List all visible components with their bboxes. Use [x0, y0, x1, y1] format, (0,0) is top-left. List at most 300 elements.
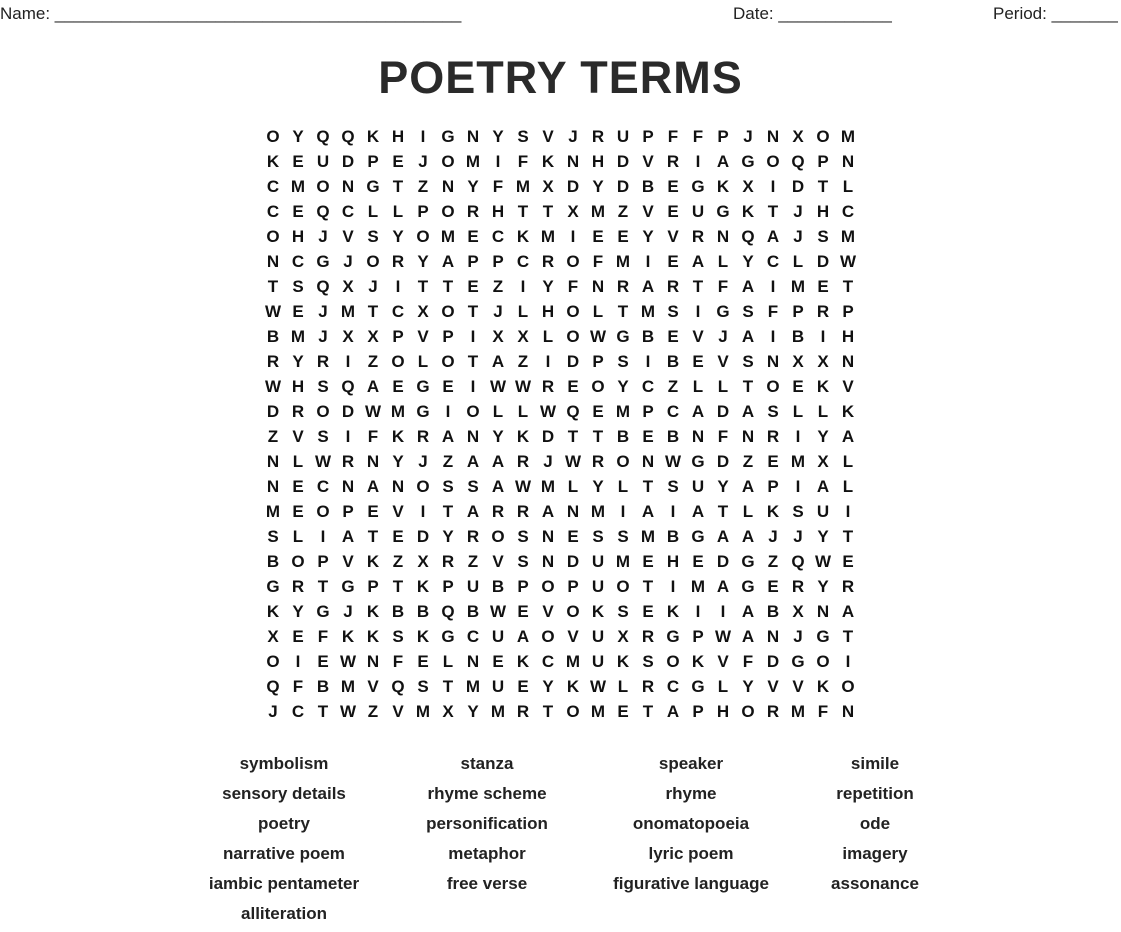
grid-letter: G — [266, 577, 280, 596]
grid-letter: P — [642, 402, 654, 421]
grid-letter: U — [816, 502, 830, 521]
grid-letter: A — [491, 352, 505, 371]
grid-letter: F — [567, 277, 579, 296]
grid-letter: G — [691, 527, 705, 546]
grid-letter: U — [691, 202, 705, 221]
grid-letter: V — [417, 327, 429, 346]
grid-letter: P — [342, 502, 354, 521]
grid-letter: R — [341, 452, 355, 471]
grid-letter: T — [617, 302, 629, 321]
grid-letter: C — [266, 177, 280, 196]
grid-letter: O — [441, 152, 455, 171]
grid-letter: M — [540, 477, 556, 496]
grid-letter: E — [392, 377, 404, 396]
grid-letter: T — [467, 302, 479, 321]
grid-letter: K — [541, 152, 555, 171]
grid-letter: Y — [417, 252, 429, 271]
grid-letter: K — [616, 652, 630, 671]
grid-letter: W — [364, 402, 382, 421]
grid-letter: L — [717, 677, 729, 696]
grid-letter: J — [793, 627, 803, 646]
word-list-item: figurative language — [613, 874, 769, 893]
grid-letter: Z — [742, 452, 754, 471]
grid-letter: H — [291, 377, 305, 396]
grid-letter: A — [441, 427, 455, 446]
grid-letter: T — [367, 302, 379, 321]
grid-letter: I — [770, 177, 776, 196]
grid-letter: K — [516, 652, 530, 671]
grid-letter: E — [367, 502, 379, 521]
grid-row — [261, 349, 861, 374]
grid-letter: E — [792, 377, 804, 396]
grid-letter: I — [470, 377, 476, 396]
grid-letter: Q — [266, 677, 280, 696]
grid-letter: S — [467, 477, 479, 496]
grid-letter: R — [516, 702, 530, 721]
grid-row — [261, 649, 861, 674]
grid-letter: I — [545, 352, 551, 371]
grid-letter: O — [491, 527, 505, 546]
grid-row — [261, 374, 861, 399]
grid-letter: R — [541, 252, 555, 271]
grid-letter: Q — [341, 377, 355, 396]
grid-letter: O — [541, 577, 555, 596]
grid-letter: S — [617, 527, 629, 546]
grid-letter: Q — [316, 127, 330, 146]
grid-letter: D — [566, 177, 580, 196]
grid-letter: Q — [441, 602, 455, 621]
grid-letter: O — [416, 227, 430, 246]
grid-letter: R — [691, 227, 705, 246]
grid-letter: D — [566, 352, 580, 371]
grid-letter: V — [642, 152, 654, 171]
grid-letter: J — [543, 452, 553, 471]
grid-letter: J — [318, 302, 328, 321]
grid-letter: Y — [817, 427, 829, 446]
grid-letter: N — [641, 452, 655, 471]
grid-letter: G — [441, 127, 455, 146]
grid-letter: U — [616, 127, 630, 146]
grid-letter: L — [292, 527, 304, 546]
grid-letter: D — [341, 402, 355, 421]
grid-letter: N — [841, 152, 855, 171]
grid-letter: I — [645, 352, 651, 371]
grid-letter: V — [292, 427, 304, 446]
grid-letter: F — [292, 677, 304, 696]
grid-letter: H — [841, 327, 855, 346]
grid-letter: O — [266, 127, 280, 146]
grid-row — [261, 524, 861, 549]
grid-letter: C — [516, 252, 530, 271]
grid-letter: G — [716, 202, 730, 221]
grid-letter: I — [345, 352, 351, 371]
grid-letter: M — [290, 327, 306, 346]
grid-letter: A — [741, 477, 755, 496]
grid-letter: E — [667, 177, 679, 196]
grid-letter: X — [792, 352, 804, 371]
grid-letter: C — [641, 377, 655, 396]
grid-letter: C — [341, 202, 355, 221]
grid-letter: T — [642, 577, 654, 596]
grid-letter: Y — [542, 677, 554, 696]
grid-letter: Y — [817, 577, 829, 596]
grid-letter: S — [517, 527, 529, 546]
grid-letter: V — [717, 652, 729, 671]
grid-letter: W — [264, 302, 282, 321]
grid-letter: A — [716, 577, 730, 596]
grid-letter: E — [517, 602, 529, 621]
grid-letter: L — [617, 477, 629, 496]
grid-letter: S — [667, 302, 679, 321]
grid-letter: I — [420, 127, 426, 146]
grid-letter: N — [266, 452, 280, 471]
grid-letter: W — [814, 552, 832, 571]
grid-letter: V — [342, 552, 354, 571]
grid-letter: T — [392, 177, 404, 196]
grid-letter: K — [266, 152, 280, 171]
grid-letter: J — [718, 327, 728, 346]
grid-letter: B — [491, 577, 505, 596]
grid-letter: K — [516, 427, 530, 446]
grid-letter: L — [567, 477, 579, 496]
grid-letter: W — [539, 402, 557, 421]
grid-letter: T — [692, 277, 704, 296]
grid-letter: V — [792, 677, 804, 696]
grid-letter: A — [666, 702, 680, 721]
grid-letter: P — [767, 477, 779, 496]
grid-letter: P — [392, 327, 404, 346]
grid-letter: G — [741, 152, 755, 171]
grid-letter: W — [514, 477, 532, 496]
grid-letter: M — [565, 652, 581, 671]
grid-letter: L — [517, 402, 529, 421]
grid-letter: Y — [467, 702, 479, 721]
grid-letter: L — [817, 402, 829, 421]
grid-letter: Z — [617, 202, 629, 221]
grid-letter: I — [670, 577, 676, 596]
grid-letter: Y — [392, 452, 404, 471]
grid-letter: P — [467, 252, 479, 271]
grid-letter: N — [541, 552, 555, 571]
grid-letter: S — [442, 477, 454, 496]
grid-letter: A — [691, 252, 705, 271]
grid-letter: S — [367, 227, 379, 246]
grid-letter: L — [842, 477, 854, 496]
grid-letter: K — [416, 577, 430, 596]
grid-letter: G — [741, 577, 755, 596]
grid-letter: W — [589, 327, 607, 346]
grid-letter: A — [691, 402, 705, 421]
grid-letter: X — [442, 702, 454, 721]
grid-letter: G — [441, 627, 455, 646]
name-field[interactable]: Name: ___________________________________________ — [0, 4, 462, 23]
grid-letter: E — [517, 677, 529, 696]
grid-letter: Z — [492, 277, 504, 296]
grid-letter: T — [542, 202, 554, 221]
grid-letter: C — [316, 477, 330, 496]
grid-letter: O — [616, 452, 630, 471]
grid-letter: Z — [442, 452, 454, 471]
grid-letter: J — [418, 152, 428, 171]
grid-letter: O — [566, 327, 580, 346]
grid-letter: Q — [791, 152, 805, 171]
grid-letter: K — [566, 677, 580, 696]
grid-letter: T — [542, 702, 554, 721]
grid-letter: H — [591, 152, 605, 171]
grid-letter: Y — [642, 227, 654, 246]
grid-letter: F — [392, 652, 404, 671]
grid-letter: V — [342, 227, 354, 246]
grid-letter: P — [717, 127, 729, 146]
grid-letter: H — [291, 227, 305, 246]
grid-row — [261, 549, 861, 574]
grid-letter: W — [714, 627, 732, 646]
grid-letter: J — [743, 127, 753, 146]
grid-letter: I — [420, 502, 426, 521]
grid-letter: P — [642, 127, 654, 146]
grid-letter: F — [817, 702, 829, 721]
grid-row — [261, 224, 861, 249]
grid-letter: U — [591, 552, 605, 571]
grid-letter: K — [266, 602, 280, 621]
grid-letter: G — [366, 177, 380, 196]
grid-letter: N — [766, 352, 780, 371]
grid-letter: R — [616, 277, 630, 296]
grid-letter: T — [392, 577, 404, 596]
grid-letter: L — [617, 677, 629, 696]
grid-letter: I — [520, 277, 526, 296]
grid-letter: G — [741, 552, 755, 571]
grid-letter: U — [591, 652, 605, 671]
word-list-item: ode — [859, 814, 891, 833]
grid-letter: O — [291, 552, 305, 571]
grid-letter: N — [266, 252, 280, 271]
grid-letter: O — [316, 402, 330, 421]
grid-letter: V — [492, 552, 504, 571]
grid-letter: S — [317, 377, 329, 396]
grid-letter: B — [266, 327, 280, 346]
grid-letter: O — [666, 652, 680, 671]
grid-letter: F — [742, 652, 754, 671]
grid-letter: G — [716, 302, 730, 321]
grid-letter: L — [417, 352, 429, 371]
grid-letter: Y — [292, 352, 304, 371]
grid-letter: R — [666, 152, 680, 171]
grid-letter: A — [441, 252, 455, 271]
grid-letter: E — [692, 552, 704, 571]
grid-letter: N — [441, 177, 455, 196]
grid-letter: A — [491, 452, 505, 471]
grid-letter: Q — [316, 277, 330, 296]
grid-letter: M — [590, 702, 606, 721]
letter-grid — [261, 124, 861, 724]
grid-row — [261, 324, 861, 349]
grid-letter: I — [570, 227, 576, 246]
word-list-item: assonance — [831, 874, 919, 893]
grid-letter: N — [341, 477, 355, 496]
grid-letter: S — [392, 627, 404, 646]
grid-letter: B — [791, 327, 805, 346]
grid-letter: M — [840, 127, 856, 146]
grid-letter: F — [317, 627, 329, 646]
grid-letter: N — [841, 352, 855, 371]
grid-letter: S — [667, 477, 679, 496]
grid-letter: K — [716, 177, 730, 196]
grid-letter: U — [591, 577, 605, 596]
grid-letter: A — [841, 602, 855, 621]
grid-letter: I — [645, 252, 651, 271]
word-list-item: metaphor — [448, 844, 526, 863]
grid-row — [261, 274, 861, 299]
period-field[interactable]: Period: _______ — [993, 4, 1118, 23]
grid-letter: O — [766, 377, 780, 396]
grid-letter: Q — [341, 127, 355, 146]
grid-row — [261, 149, 861, 174]
grid-letter: W — [839, 252, 857, 271]
grid-letter: J — [318, 227, 328, 246]
grid-letter: E — [417, 652, 429, 671]
grid-letter: M — [690, 577, 706, 596]
grid-letter: M — [840, 227, 856, 246]
grid-letter: V — [667, 227, 679, 246]
grid-letter: N — [591, 277, 605, 296]
grid-letter: O — [316, 502, 330, 521]
word-list-item: free verse — [446, 874, 528, 893]
grid-letter: T — [267, 277, 279, 296]
grid-letter: A — [516, 627, 530, 646]
grid-letter: L — [492, 402, 504, 421]
grid-letter: R — [466, 527, 480, 546]
grid-letter: E — [592, 227, 604, 246]
word-list-item: simile — [850, 754, 900, 773]
grid-letter: A — [541, 502, 555, 521]
grid-letter: P — [517, 577, 529, 596]
grid-letter: Q — [791, 552, 805, 571]
grid-letter: E — [292, 302, 304, 321]
grid-letter: E — [292, 202, 304, 221]
grid-letter: E — [842, 552, 854, 571]
grid-letter: M — [390, 402, 406, 421]
grid-letter: P — [592, 352, 604, 371]
grid-letter: I — [445, 402, 451, 421]
grid-letter: A — [466, 452, 480, 471]
grid-letter: P — [817, 152, 829, 171]
grid-letter: X — [267, 627, 279, 646]
grid-letter: D — [566, 552, 580, 571]
grid-letter: D — [416, 527, 430, 546]
grid-letter: R — [666, 277, 680, 296]
grid-letter: X — [817, 352, 829, 371]
grid-letter: I — [720, 602, 726, 621]
grid-letter: P — [317, 552, 329, 571]
grid-letter: R — [841, 577, 855, 596]
grid-letter: M — [615, 252, 631, 271]
grid-letter: N — [691, 427, 705, 446]
grid-letter: N — [391, 477, 405, 496]
grid-letter: I — [695, 602, 701, 621]
grid-letter: X — [492, 327, 504, 346]
grid-letter: X — [342, 277, 354, 296]
grid-letter: E — [467, 227, 479, 246]
grid-letter: T — [767, 202, 779, 221]
grid-letter: S — [817, 227, 829, 246]
grid-letter: D — [341, 152, 355, 171]
grid-letter: T — [367, 527, 379, 546]
grid-letter: G — [691, 177, 705, 196]
grid-row — [261, 599, 861, 624]
grid-letter: V — [767, 677, 779, 696]
grid-letter: Z — [417, 177, 429, 196]
grid-letter: O — [441, 352, 455, 371]
grid-letter: Q — [741, 227, 755, 246]
grid-letter: T — [717, 502, 729, 521]
grid-letter: S — [792, 502, 804, 521]
grid-letter: M — [640, 302, 656, 321]
grid-letter: K — [816, 677, 830, 696]
grid-letter: M — [790, 452, 806, 471]
grid-letter: N — [466, 127, 480, 146]
grid-letter: Y — [817, 527, 829, 546]
grid-letter: L — [367, 202, 379, 221]
grid-letter: A — [741, 627, 755, 646]
grid-letter: E — [642, 552, 654, 571]
grid-letter: H — [666, 552, 680, 571]
grid-letter: Y — [467, 177, 479, 196]
grid-letter: C — [291, 702, 305, 721]
grid-letter: G — [416, 402, 430, 421]
grid-letter: V — [392, 502, 404, 521]
grid-letter: T — [317, 577, 329, 596]
grid-letter: T — [592, 427, 604, 446]
grid-letter: S — [317, 427, 329, 446]
grid-letter: M — [265, 502, 281, 521]
grid-letter: I — [845, 652, 851, 671]
grid-letter: H — [816, 202, 830, 221]
grid-row — [261, 124, 861, 149]
grid-letter: T — [842, 527, 854, 546]
grid-letter: K — [391, 427, 405, 446]
date-field[interactable]: Date: ____________ — [733, 4, 892, 23]
grid-letter: N — [566, 502, 580, 521]
grid-letter: T — [317, 702, 329, 721]
grid-letter: W — [339, 652, 357, 671]
grid-letter: R — [791, 577, 805, 596]
grid-letter: C — [666, 402, 680, 421]
grid-letter: Y — [592, 477, 604, 496]
grid-letter: N — [766, 127, 780, 146]
grid-letter: R — [766, 427, 780, 446]
grid-letter: M — [465, 152, 481, 171]
grid-letter: O — [266, 652, 280, 671]
grid-letter: A — [716, 152, 730, 171]
grid-letter: K — [366, 127, 380, 146]
grid-letter: N — [716, 227, 730, 246]
grid-letter: U — [691, 477, 705, 496]
grid-letter: J — [768, 527, 778, 546]
grid-letter: C — [391, 302, 405, 321]
grid-letter: I — [795, 477, 801, 496]
grid-letter: X — [567, 202, 579, 221]
grid-letter: M — [490, 702, 506, 721]
grid-letter: A — [341, 527, 355, 546]
grid-letter: Z — [467, 552, 479, 571]
grid-letter: G — [666, 627, 680, 646]
grid-letter: O — [541, 627, 555, 646]
grid-letter: A — [641, 277, 655, 296]
grid-letter: E — [567, 527, 579, 546]
word-list-item: onomatopoeia — [632, 814, 750, 833]
grid-letter: L — [742, 502, 754, 521]
